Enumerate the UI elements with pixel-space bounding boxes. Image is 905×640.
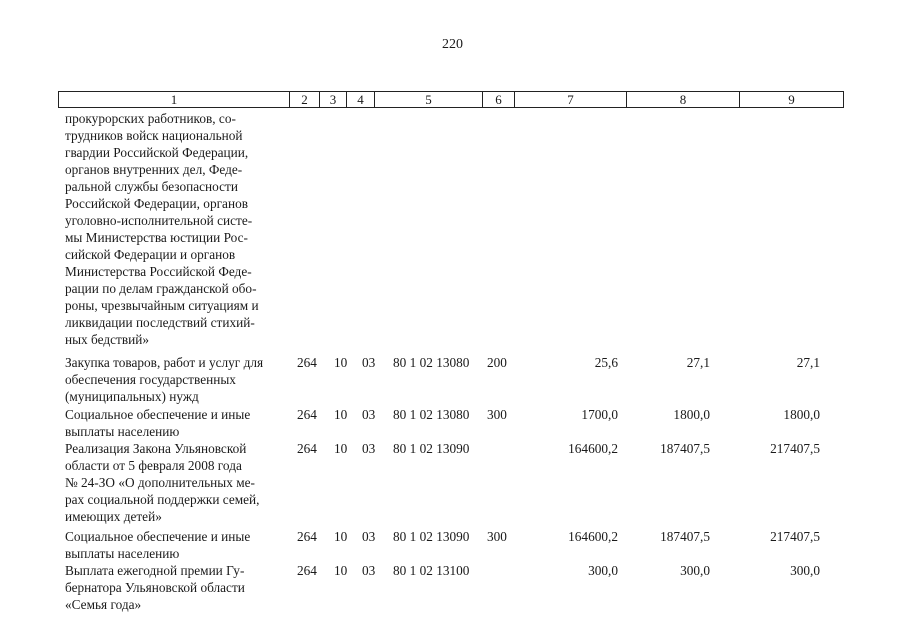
description-line: № 24-ЗО «О дополнительных ме- (65, 475, 255, 490)
description-line: Реализация Закона Ульяновской (65, 441, 247, 456)
description-line: обеспечения государственных (65, 372, 236, 387)
description-line: Социальное обеспечение и иные (65, 407, 251, 422)
cell-amount-col8: 187407,5 (660, 441, 710, 456)
description-line: сийской Федерации и органов (65, 247, 236, 262)
description-line: гвардии Российской Федерации, (65, 145, 249, 160)
column-header-2: 2 (289, 92, 319, 107)
cell-subsection: 03 (362, 407, 376, 422)
description-line: ральной службы безопасности (65, 179, 238, 194)
description-line: Выплата ежегодной премии Гу- (65, 563, 245, 578)
cell-amount-col8: 27,1 (686, 355, 710, 370)
cell-amount-col9: 1800,0 (783, 407, 820, 422)
description-line: (муниципальных) нужд (65, 389, 199, 404)
cell-target-article: 80 1 02 13080 (393, 355, 470, 370)
description-line: рации по делам гражданской обо- (65, 281, 257, 296)
row-description (65, 562, 287, 613)
cell-amount-col7: 164600,2 (568, 529, 618, 544)
description-line: прокурорских работников, со- (65, 111, 236, 126)
row-description (65, 354, 287, 405)
cell-target-article: 80 1 02 13080 (393, 407, 470, 422)
description-line: Социальное обеспечение и иные (65, 529, 251, 544)
cell-target-article: 80 1 02 13090 (393, 529, 470, 544)
description-line: ликвидации последствий стихий- (65, 315, 255, 330)
cell-amount-col8: 187407,5 (660, 529, 710, 544)
row-description (65, 440, 287, 525)
description-line: «Семья года» (65, 597, 142, 612)
row-description (65, 528, 287, 562)
description-line: области от 5 февраля 2008 года (65, 458, 242, 473)
cell-amount-col9: 27,1 (796, 355, 820, 370)
description-line: рах социальной поддержки семей, (65, 492, 260, 507)
cell-amount-col7: 25,6 (594, 355, 618, 370)
cell-section: 10 (334, 563, 348, 578)
cell-subsection: 03 (362, 355, 376, 370)
cell-section: 10 (334, 407, 348, 422)
table-header-row (58, 91, 844, 108)
description-line: ных бедствий» (65, 332, 149, 347)
column-header-6: 6 (482, 92, 514, 107)
description-line: трудников войск национальной (65, 128, 243, 143)
cell-expense-type: 200 (487, 355, 507, 370)
cell-amount-col9: 300,0 (790, 563, 820, 578)
cell-section: 10 (334, 529, 348, 544)
cell-amount-col7: 1700,0 (581, 407, 618, 422)
cell-subsection: 03 (362, 441, 376, 456)
cell-ministry-code: 264 (297, 407, 317, 422)
cell-section: 10 (334, 355, 348, 370)
column-header-3: 3 (319, 92, 346, 107)
cell-amount-col8: 300,0 (680, 563, 710, 578)
cell-target-article: 80 1 02 13100 (393, 563, 470, 578)
description-line: уголовно-исполнительной систе- (65, 213, 253, 228)
cell-subsection: 03 (362, 563, 376, 578)
cell-amount-col8: 1800,0 (673, 407, 710, 422)
row-description (65, 110, 287, 348)
description-line: роны, чрезвычайным ситуациям и (65, 298, 259, 313)
description-line: мы Министерства юстиции Рос- (65, 230, 248, 245)
page-number: 220 (442, 37, 463, 52)
column-header-5: 5 (374, 92, 482, 107)
cell-expense-type: 300 (487, 529, 507, 544)
cell-amount-col7: 300,0 (588, 563, 618, 578)
cell-ministry-code: 264 (297, 529, 317, 544)
cell-ministry-code: 264 (297, 563, 317, 578)
column-header-7: 7 (514, 92, 626, 107)
cell-subsection: 03 (362, 529, 376, 544)
cell-expense-type: 300 (487, 407, 507, 422)
description-line: выплаты населению (65, 546, 180, 561)
description-line: Закупка товаров, работ и услуг для (65, 355, 264, 370)
cell-amount-col9: 217407,5 (770, 441, 820, 456)
description-line: Российской Федерации, органов (65, 196, 248, 211)
description-line: бернатора Ульяновской области (65, 580, 245, 595)
row-description (65, 406, 287, 440)
column-header-1: 1 (170, 92, 178, 107)
column-header-4: 4 (346, 92, 374, 107)
cell-target-article: 80 1 02 13090 (393, 441, 470, 456)
description-line: выплаты населению (65, 424, 180, 439)
cell-amount-col7: 164600,2 (568, 441, 618, 456)
column-header-8: 8 (626, 92, 739, 107)
description-line: имеющих детей» (65, 509, 162, 524)
description-line: органов внутренних дел, Феде- (65, 162, 243, 177)
description-line: Министерства Российской Феде- (65, 264, 252, 279)
cell-ministry-code: 264 (297, 355, 317, 370)
cell-section: 10 (334, 441, 348, 456)
cell-ministry-code: 264 (297, 441, 317, 456)
cell-amount-col9: 217407,5 (770, 529, 820, 544)
column-header-9: 9 (739, 92, 843, 107)
